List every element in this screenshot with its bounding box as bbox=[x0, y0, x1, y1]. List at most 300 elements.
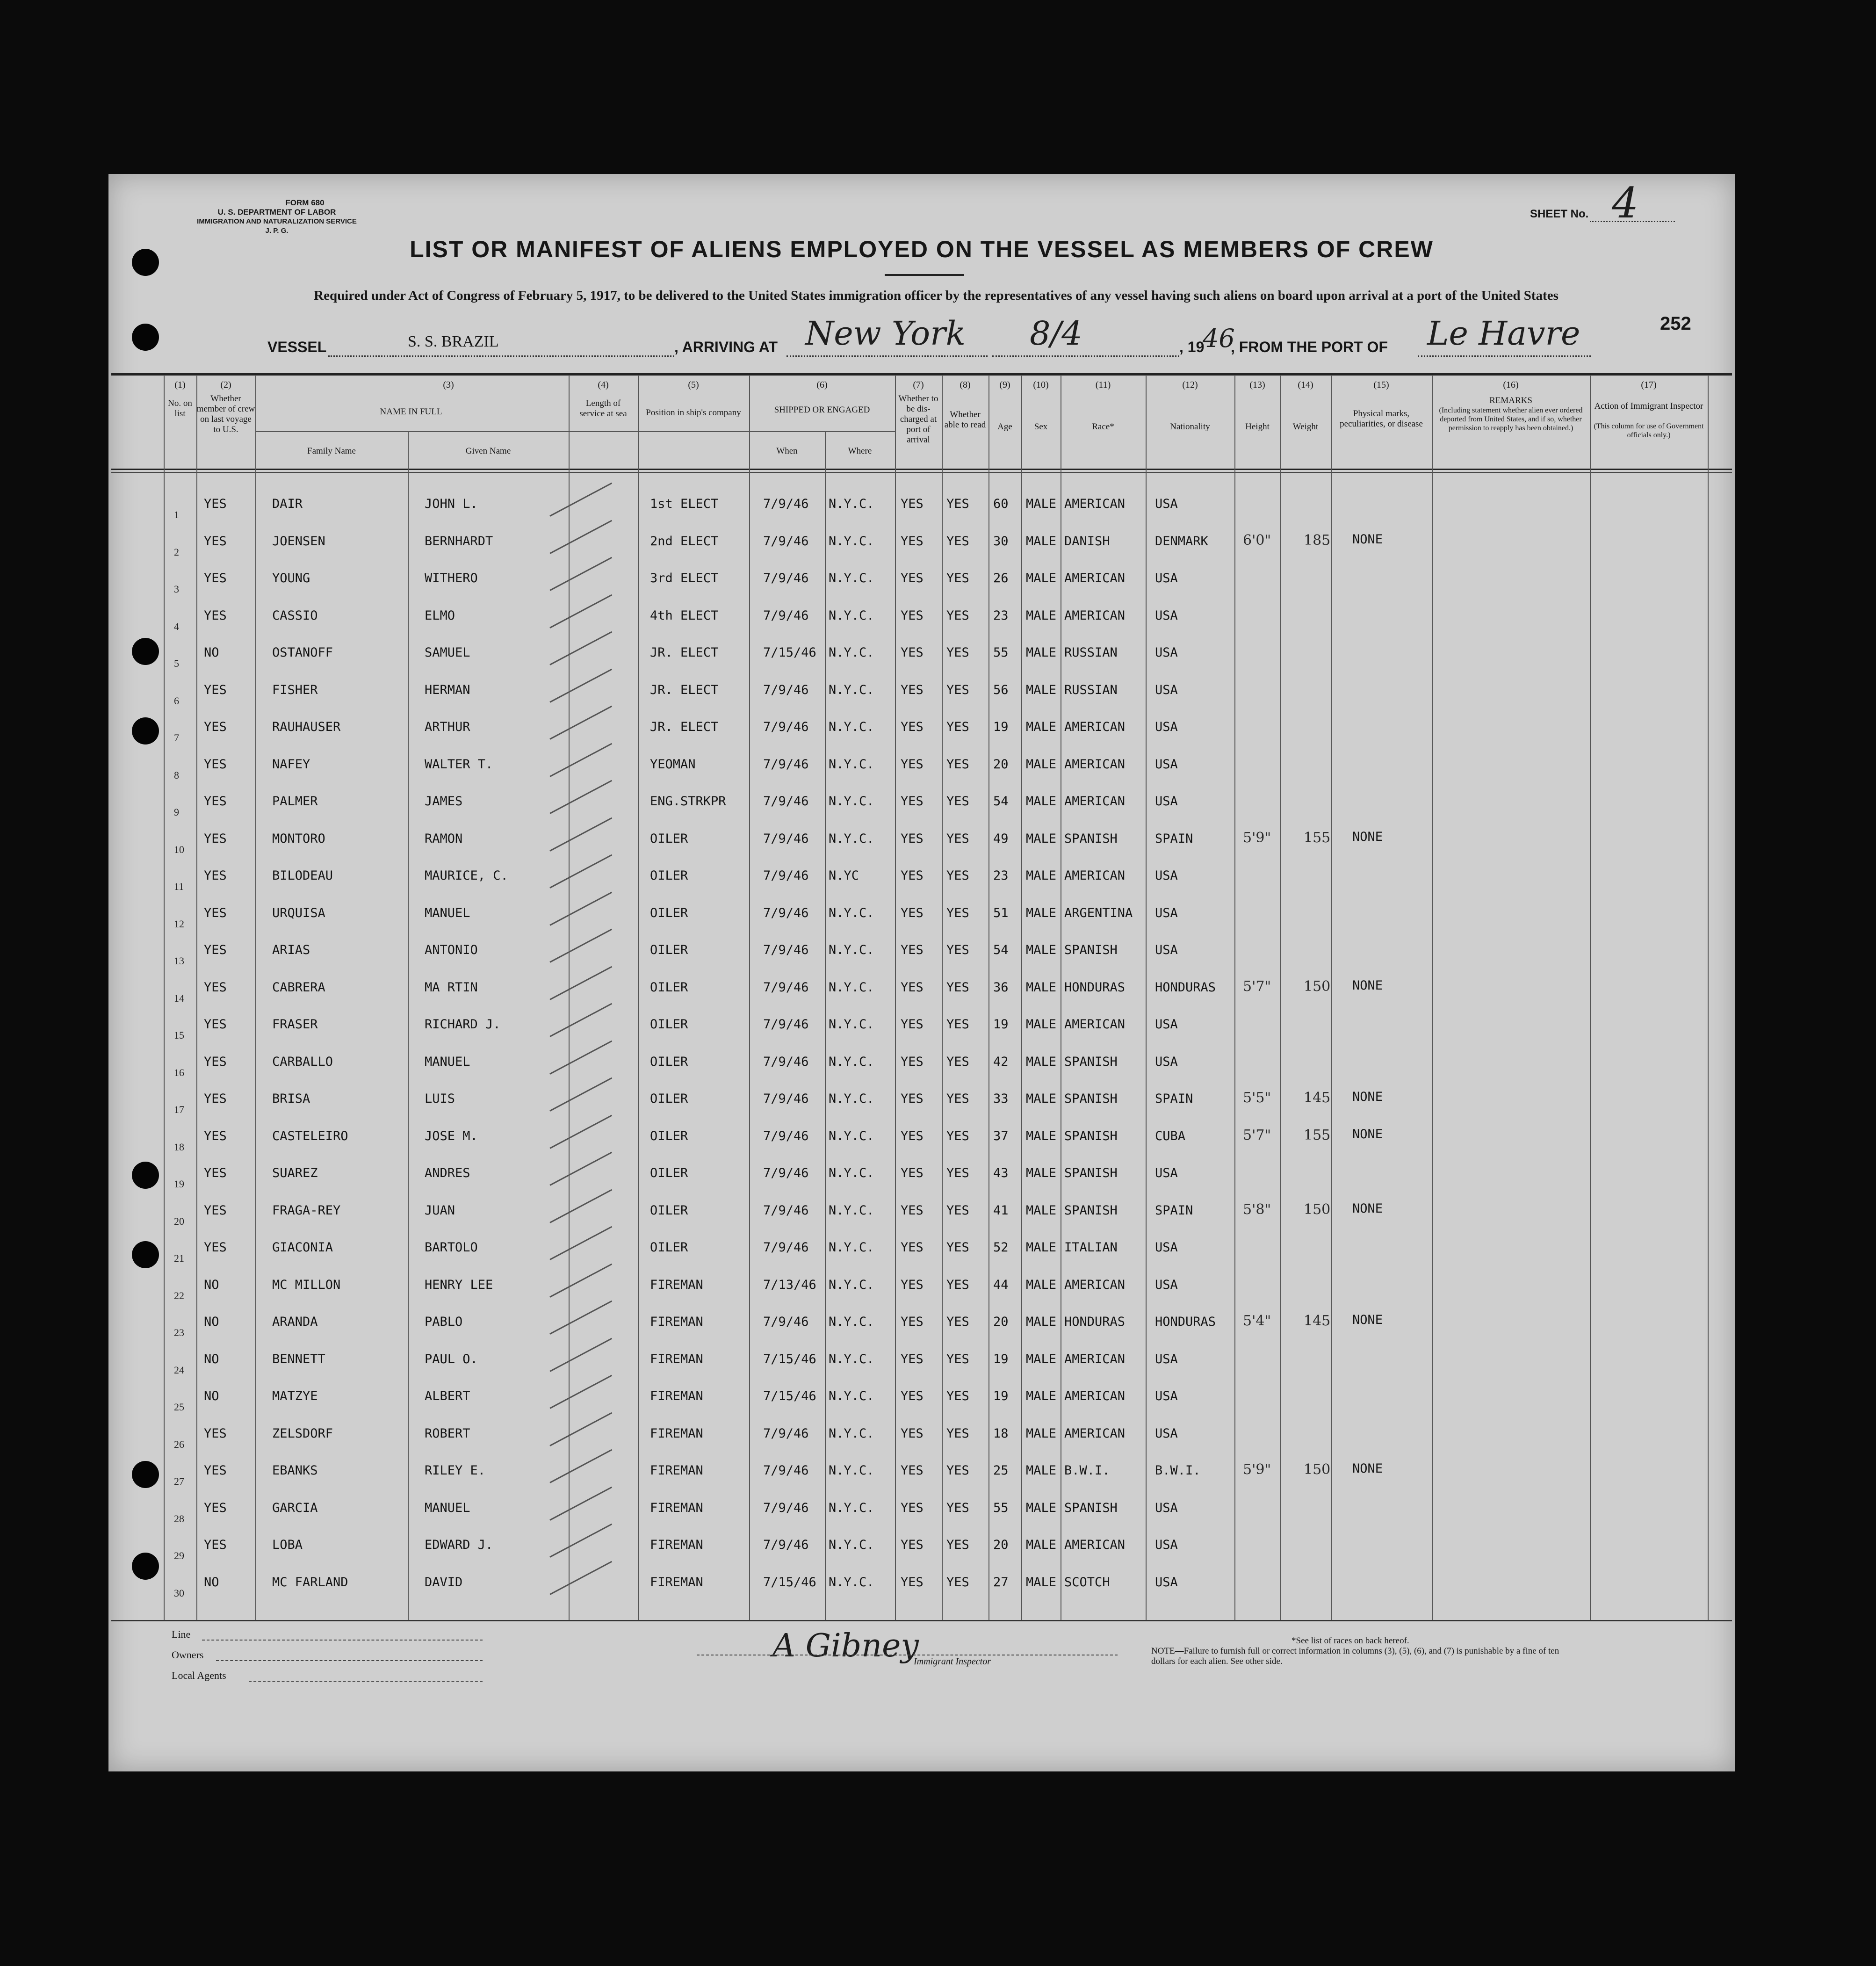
crew-where: N.Y.C. bbox=[829, 720, 874, 734]
crew-read: YES bbox=[946, 497, 969, 511]
crew-age: 51 bbox=[993, 905, 1009, 920]
crew-crew: YES bbox=[204, 682, 227, 697]
crew-when: 7/9/46 bbox=[763, 831, 809, 846]
crew-race: SPANISH bbox=[1064, 1166, 1118, 1180]
crew-where: N.Y.C. bbox=[829, 1575, 874, 1590]
crew-discharged: YES bbox=[901, 608, 924, 623]
crew-position: YEOMAN bbox=[650, 757, 696, 772]
column-header-nationality: Nationality bbox=[1170, 422, 1210, 432]
crew-position: FIREMAN bbox=[650, 1352, 703, 1366]
line-number: 5 bbox=[174, 658, 179, 669]
crew-where: N.Y.C. bbox=[829, 1315, 874, 1329]
crew-position: FIREMAN bbox=[650, 1538, 703, 1552]
crew-position: JR. ELECT bbox=[650, 720, 719, 734]
crew-weight: 145 bbox=[1304, 1090, 1331, 1106]
crew-given: JOSE M. bbox=[425, 1128, 478, 1143]
year-suffix: 46 bbox=[1203, 324, 1235, 353]
crew-race: AMERICAN bbox=[1064, 1389, 1126, 1403]
service-tick-mark bbox=[549, 743, 612, 777]
title-underline bbox=[885, 274, 964, 276]
vessel-label: VESSEL bbox=[267, 339, 327, 355]
crew-race: AMERICAN bbox=[1064, 1352, 1126, 1366]
crew-crew: YES bbox=[204, 1538, 227, 1552]
table-top-rule bbox=[111, 373, 1732, 376]
crew-sex: MALE bbox=[1026, 1575, 1057, 1590]
service-tick-mark bbox=[549, 668, 612, 702]
crew-crew: YES bbox=[204, 571, 227, 585]
crew-sex: MALE bbox=[1026, 1166, 1057, 1180]
crew-sex: MALE bbox=[1026, 1054, 1057, 1069]
crew-position: 2nd ELECT bbox=[650, 534, 719, 549]
crew-given: EDWARD J. bbox=[425, 1538, 493, 1552]
crew-given: ROBERT bbox=[425, 1426, 470, 1441]
crew-read: YES bbox=[946, 1315, 969, 1329]
column-number: (17) bbox=[1641, 380, 1657, 390]
name-subhead-rule bbox=[255, 431, 749, 432]
from-port-label: , FROM THE PORT OF bbox=[1231, 339, 1388, 355]
column-number: (9) bbox=[999, 380, 1010, 390]
crew-given: BARTOLO bbox=[425, 1240, 478, 1255]
crew-age: 30 bbox=[993, 534, 1009, 549]
crew-position: OILER bbox=[650, 1017, 688, 1032]
line-number: 13 bbox=[174, 955, 184, 967]
crew-age: 19 bbox=[993, 720, 1009, 734]
crew-where: N.Y.C. bbox=[829, 1240, 874, 1255]
crew-given: JAMES bbox=[425, 794, 463, 809]
crew-given: MAURICE, C. bbox=[425, 868, 508, 883]
crew-nationality: SPAIN bbox=[1155, 831, 1193, 846]
crew-discharged: YES bbox=[901, 682, 924, 697]
crew-age: 36 bbox=[993, 980, 1009, 995]
printer-code: J. P. G. bbox=[265, 227, 289, 235]
crew-read: YES bbox=[946, 1352, 969, 1366]
service-tick-mark bbox=[549, 966, 612, 1000]
crew-marks: NONE bbox=[1352, 829, 1383, 844]
crew-when: 7/9/46 bbox=[763, 1017, 809, 1032]
line-number: 8 bbox=[174, 769, 179, 781]
arriving-label: , ARRIVING AT bbox=[674, 339, 778, 355]
crew-position: OILER bbox=[650, 1166, 688, 1180]
crew-position: OILER bbox=[650, 943, 688, 957]
crew-age: 54 bbox=[993, 943, 1009, 957]
crew-when: 7/9/46 bbox=[763, 497, 809, 511]
service-tick-mark bbox=[549, 594, 612, 628]
crew-nationality: SPAIN bbox=[1155, 1203, 1193, 1218]
crew-race: ITALIAN bbox=[1064, 1240, 1118, 1255]
crew-position: FIREMAN bbox=[650, 1389, 703, 1403]
crew-discharged: YES bbox=[901, 1463, 924, 1478]
crew-when: 7/9/46 bbox=[763, 943, 809, 957]
column-divider bbox=[1331, 375, 1332, 1620]
crew-race: B.W.I. bbox=[1064, 1463, 1110, 1478]
crew-race: SPANISH bbox=[1064, 1091, 1118, 1106]
crew-where: N.Y.C. bbox=[829, 1538, 874, 1552]
line-number: 23 bbox=[174, 1327, 184, 1338]
sheet-number: 4 bbox=[1612, 179, 1639, 228]
column-divider bbox=[942, 375, 943, 1620]
crew-when: 7/9/46 bbox=[763, 534, 809, 549]
crew-given: HENRY LEE bbox=[425, 1277, 493, 1292]
crew-family: ARANDA bbox=[272, 1315, 318, 1329]
crew-given: DAVID bbox=[425, 1575, 463, 1590]
line-number: 21 bbox=[174, 1252, 184, 1264]
crew-discharged: YES bbox=[901, 497, 924, 511]
crew-nationality: USA bbox=[1155, 943, 1178, 957]
crew-position: JR. ELECT bbox=[650, 645, 719, 660]
punch-hole bbox=[132, 1162, 159, 1189]
crew-marks: NONE bbox=[1352, 1201, 1383, 1216]
crew-discharged: YES bbox=[901, 1352, 924, 1366]
crew-when: 7/15/46 bbox=[763, 1352, 816, 1366]
crew-crew: YES bbox=[204, 905, 227, 920]
crew-crew: NO bbox=[204, 645, 219, 660]
column-divider bbox=[1021, 375, 1022, 1620]
crew-discharged: YES bbox=[901, 571, 924, 585]
crew-age: 19 bbox=[993, 1389, 1009, 1403]
crew-race: AMERICAN bbox=[1064, 497, 1126, 511]
service-tick-mark bbox=[549, 780, 612, 814]
crew-position: OILER bbox=[650, 831, 688, 846]
crew-sex: MALE bbox=[1026, 1500, 1057, 1515]
crew-family: YOUNG bbox=[272, 571, 310, 585]
column-divider bbox=[569, 375, 570, 1620]
crew-discharged: YES bbox=[901, 868, 924, 883]
crew-weight: 150 bbox=[1304, 1461, 1331, 1478]
crew-discharged: YES bbox=[901, 1128, 924, 1143]
service-tick-mark bbox=[549, 1189, 612, 1223]
crew-when: 7/9/46 bbox=[763, 1500, 809, 1515]
crew-age: 19 bbox=[993, 1352, 1009, 1366]
crew-sex: MALE bbox=[1026, 534, 1057, 549]
statutory-notice: Required under Act of Congress of February 5, 1917, to be delivered to the United States immigration officer by the representatives of any vessel having such aliens on board upon arrival at a port of the United States bbox=[314, 288, 1559, 303]
crew-discharged: YES bbox=[901, 1538, 924, 1552]
crew-discharged: YES bbox=[901, 1203, 924, 1218]
crew-read: YES bbox=[946, 682, 969, 697]
crew-family: FRASER bbox=[272, 1017, 318, 1032]
from-port: Le Havre bbox=[1427, 314, 1580, 353]
crew-where: N.Y.C. bbox=[829, 980, 874, 995]
crew-family: ARIAS bbox=[272, 943, 310, 957]
crew-family: NAFEY bbox=[272, 757, 310, 772]
crew-read: YES bbox=[946, 1277, 969, 1292]
crew-crew: YES bbox=[204, 1463, 227, 1478]
crew-given: BERNHARDT bbox=[425, 534, 493, 549]
column-header-age: Age bbox=[997, 422, 1012, 432]
crew-nationality: HONDURAS bbox=[1155, 980, 1216, 995]
crew-marks: NONE bbox=[1352, 532, 1383, 547]
crew-sex: MALE bbox=[1026, 1426, 1057, 1441]
crew-marks: NONE bbox=[1352, 1090, 1383, 1104]
crew-nationality: HONDURAS bbox=[1155, 1315, 1216, 1329]
crew-marks: NONE bbox=[1352, 1461, 1383, 1476]
crew-read: YES bbox=[946, 1128, 969, 1143]
crew-age: 20 bbox=[993, 757, 1009, 772]
crew-position: OILER bbox=[650, 1128, 688, 1143]
column-header-remarks: REMARKS bbox=[1489, 396, 1532, 405]
crew-given: JUAN bbox=[425, 1203, 455, 1218]
crew-crew: YES bbox=[204, 1091, 227, 1106]
crew-race: HONDURAS bbox=[1064, 1315, 1126, 1329]
crew-family: JOENSEN bbox=[272, 534, 325, 549]
crew-when: 7/15/46 bbox=[763, 645, 816, 660]
crew-when: 7/9/46 bbox=[763, 1463, 809, 1478]
column-header-read: Whether able to read bbox=[944, 410, 986, 430]
crew-nationality: USA bbox=[1155, 720, 1178, 734]
crew-given: WALTER T. bbox=[425, 757, 493, 772]
crew-given: RAMON bbox=[425, 831, 463, 846]
crew-height: 5'7" bbox=[1243, 1127, 1271, 1143]
crew-where: N.Y.C. bbox=[829, 757, 874, 772]
line-number: 19 bbox=[174, 1178, 184, 1190]
crew-race: AMERICAN bbox=[1064, 757, 1126, 772]
punch-hole bbox=[132, 1461, 159, 1488]
line-number: 1 bbox=[174, 509, 179, 520]
crew-age: 37 bbox=[993, 1128, 1009, 1143]
column-number: (2) bbox=[220, 380, 231, 390]
crew-crew: YES bbox=[204, 1017, 227, 1032]
crew-nationality: USA bbox=[1155, 905, 1178, 920]
line-number: 11 bbox=[174, 881, 184, 892]
crew-family: LOBA bbox=[272, 1538, 303, 1552]
crew-family: GARCIA bbox=[272, 1500, 318, 1515]
crew-age: 25 bbox=[993, 1463, 1009, 1478]
crew-when: 7/9/46 bbox=[763, 682, 809, 697]
crew-sex: MALE bbox=[1026, 980, 1057, 995]
crew-discharged: YES bbox=[901, 1575, 924, 1590]
crew-marks: NONE bbox=[1352, 1313, 1383, 1327]
crew-when: 7/9/46 bbox=[763, 1166, 809, 1180]
column-header-inspector: Action of Immigrant Inspector bbox=[1594, 401, 1703, 411]
column-divider bbox=[638, 375, 639, 1620]
crew-family: CARBALLO bbox=[272, 1054, 333, 1069]
crew-height: 5'8" bbox=[1243, 1201, 1271, 1218]
service-tick-mark bbox=[549, 631, 612, 665]
crew-family: OSTANOFF bbox=[272, 645, 333, 660]
crew-position: OILER bbox=[650, 1054, 688, 1069]
line-number: 4 bbox=[174, 620, 179, 632]
crew-crew: NO bbox=[204, 1575, 219, 1590]
crew-when: 7/9/46 bbox=[763, 1538, 809, 1552]
crew-crew: NO bbox=[204, 1389, 219, 1403]
crew-given: ARTHUR bbox=[425, 720, 470, 734]
line-number: 17 bbox=[174, 1104, 184, 1115]
crew-age: 27 bbox=[993, 1575, 1009, 1590]
crew-crew: YES bbox=[204, 757, 227, 772]
crew-given: HERMAN bbox=[425, 682, 470, 697]
crew-where: N.Y.C. bbox=[829, 1091, 874, 1106]
column-header-no: No. on list bbox=[168, 398, 192, 419]
line-number: 28 bbox=[174, 1512, 184, 1525]
line-number: 20 bbox=[174, 1215, 184, 1227]
crew-crew: YES bbox=[204, 868, 227, 883]
crew-weight: 150 bbox=[1304, 978, 1331, 995]
column-divider bbox=[196, 375, 197, 1620]
crew-nationality: USA bbox=[1155, 645, 1178, 660]
shipped-subhead-rule bbox=[749, 431, 895, 432]
crew-discharged: YES bbox=[901, 943, 924, 957]
line-number: 22 bbox=[174, 1289, 184, 1301]
crew-race: HONDURAS bbox=[1064, 980, 1126, 995]
crew-height: 5'9" bbox=[1243, 829, 1271, 846]
crew-crew: NO bbox=[204, 1277, 219, 1292]
column-header-marks: Physical marks, peculiarities, or disease bbox=[1340, 409, 1423, 429]
crew-read: YES bbox=[946, 1538, 969, 1552]
crew-read: YES bbox=[946, 1166, 969, 1180]
crew-height: 6'0" bbox=[1243, 532, 1271, 549]
column-divider bbox=[895, 375, 896, 1620]
crew-discharged: YES bbox=[901, 1091, 924, 1106]
crew-weight: 155 bbox=[1304, 829, 1331, 846]
crew-crew: YES bbox=[204, 1054, 227, 1069]
crew-where: N.Y.C. bbox=[829, 1054, 874, 1069]
crew-crew: YES bbox=[204, 1203, 227, 1218]
crew-read: YES bbox=[946, 905, 969, 920]
crew-read: YES bbox=[946, 1463, 969, 1478]
crew-position: OILER bbox=[650, 868, 688, 883]
crew-sex: MALE bbox=[1026, 608, 1057, 623]
crew-when: 7/15/46 bbox=[763, 1389, 816, 1403]
crew-race: SPANISH bbox=[1064, 1500, 1118, 1515]
arriving-port: New York bbox=[805, 314, 966, 353]
column-number: (1) bbox=[174, 380, 186, 390]
crew-sex: MALE bbox=[1026, 1091, 1057, 1106]
column-divider bbox=[255, 375, 256, 1620]
crew-where: N.Y.C. bbox=[829, 1017, 874, 1032]
column-divider bbox=[825, 432, 826, 1620]
crew-sex: MALE bbox=[1026, 757, 1057, 772]
crew-position: OILER bbox=[650, 1203, 688, 1218]
crew-height: 5'7" bbox=[1243, 978, 1271, 995]
crew-race: AMERICAN bbox=[1064, 1277, 1126, 1292]
crew-where: N.Y.C. bbox=[829, 682, 874, 697]
crew-crew: YES bbox=[204, 608, 227, 623]
line-number: 3 bbox=[174, 583, 179, 595]
crew-when: 7/9/46 bbox=[763, 757, 809, 772]
crew-nationality: USA bbox=[1155, 497, 1178, 511]
crew-age: 43 bbox=[993, 1166, 1009, 1180]
crew-discharged: YES bbox=[901, 1240, 924, 1255]
service-tick-mark bbox=[549, 1524, 612, 1558]
footer-owners-rule bbox=[216, 1660, 483, 1661]
crew-nationality: USA bbox=[1155, 1054, 1178, 1069]
crew-family: BILODEAU bbox=[272, 868, 333, 883]
crew-when: 7/9/46 bbox=[763, 1203, 809, 1218]
table-bottom-rule bbox=[111, 1620, 1732, 1621]
crew-where: N.Y.C. bbox=[829, 1277, 874, 1292]
service-tick-mark bbox=[549, 1301, 612, 1335]
crew-age: 52 bbox=[993, 1240, 1009, 1255]
footer-line-rule bbox=[202, 1640, 483, 1641]
crew-where: N.Y.C. bbox=[829, 571, 874, 585]
service-tick-mark bbox=[549, 706, 612, 740]
crew-sex: MALE bbox=[1026, 1017, 1057, 1032]
crew-position: 1st ELECT bbox=[650, 497, 719, 511]
crew-discharged: YES bbox=[901, 645, 924, 660]
crew-family: GIACONIA bbox=[272, 1240, 333, 1255]
crew-when: 7/9/46 bbox=[763, 1240, 809, 1255]
crew-sex: MALE bbox=[1026, 1389, 1057, 1403]
crew-crew: NO bbox=[204, 1352, 219, 1366]
line-number: 27 bbox=[174, 1475, 184, 1487]
crew-read: YES bbox=[946, 1091, 969, 1106]
subhead-when: When bbox=[776, 446, 798, 456]
crew-age: 54 bbox=[993, 794, 1009, 809]
service-tick-mark bbox=[549, 1561, 612, 1595]
department: U. S. DEPARTMENT OF LABOR bbox=[217, 208, 336, 217]
column-number: (15) bbox=[1373, 380, 1389, 390]
column-divider bbox=[1234, 375, 1235, 1620]
crew-discharged: YES bbox=[901, 794, 924, 809]
crew-crew: YES bbox=[204, 794, 227, 809]
year-prefix: , 19 bbox=[1179, 339, 1205, 355]
crew-when: 7/9/46 bbox=[763, 868, 809, 883]
crew-discharged: YES bbox=[901, 1277, 924, 1292]
crew-given: RILEY E. bbox=[425, 1463, 486, 1478]
crew-age: 49 bbox=[993, 831, 1009, 846]
line-number: 7 bbox=[174, 732, 179, 744]
crew-crew: YES bbox=[204, 943, 227, 957]
column-header-sex: Sex bbox=[1034, 422, 1048, 432]
crew-where: N.Y.C. bbox=[829, 943, 874, 957]
crew-crew: YES bbox=[204, 1166, 227, 1180]
column-header-height: Height bbox=[1245, 422, 1270, 432]
footer-owners-label: Owners bbox=[172, 1649, 204, 1661]
crew-nationality: USA bbox=[1155, 1500, 1178, 1515]
column-header-weight: Weight bbox=[1292, 422, 1319, 432]
crew-discharged: YES bbox=[901, 1166, 924, 1180]
service: IMMIGRATION AND NATURALIZATION SERVICE bbox=[197, 217, 357, 225]
column-number: (12) bbox=[1182, 380, 1198, 390]
crew-nationality: USA bbox=[1155, 1017, 1178, 1032]
crew-race: AMERICAN bbox=[1064, 1426, 1126, 1441]
crew-when: 7/9/46 bbox=[763, 1128, 809, 1143]
crew-family: DAIR bbox=[272, 497, 303, 511]
crew-position: OILER bbox=[650, 1091, 688, 1106]
crew-discharged: YES bbox=[901, 1315, 924, 1329]
crew-crew: NO bbox=[204, 1315, 219, 1329]
footer-agents-label: Local Agents bbox=[172, 1670, 226, 1681]
crew-read: YES bbox=[946, 1054, 969, 1069]
crew-nationality: DENMARK bbox=[1155, 534, 1208, 549]
inspector-signature: A Gibney bbox=[772, 1627, 919, 1664]
line-number: 14 bbox=[174, 992, 184, 1004]
crew-read: YES bbox=[946, 571, 969, 585]
crew-crew: YES bbox=[204, 980, 227, 995]
punch-hole bbox=[132, 324, 159, 351]
crew-where: N.Y.C. bbox=[829, 831, 874, 846]
vessel-name: S. S. BRAZIL bbox=[408, 333, 499, 350]
crew-position: FIREMAN bbox=[650, 1315, 703, 1329]
crew-sex: MALE bbox=[1026, 1463, 1057, 1478]
service-tick-mark bbox=[549, 817, 612, 851]
crew-read: YES bbox=[946, 868, 969, 883]
crew-position: FIREMAN bbox=[650, 1463, 703, 1478]
service-tick-mark bbox=[549, 1152, 612, 1186]
column-number: (3) bbox=[443, 380, 454, 390]
crew-family: MC MILLON bbox=[272, 1277, 341, 1292]
crew-discharged: YES bbox=[901, 757, 924, 772]
crew-age: 23 bbox=[993, 608, 1009, 623]
column-header-race: Race* bbox=[1092, 422, 1114, 432]
crew-position: 4th ELECT bbox=[650, 608, 719, 623]
header-bottom-rule bbox=[111, 469, 1732, 470]
service-tick-mark bbox=[549, 1077, 612, 1112]
crew-read: YES bbox=[946, 645, 969, 660]
vessel-name-line bbox=[328, 355, 674, 357]
column-number: (11) bbox=[1095, 380, 1111, 390]
service-tick-mark bbox=[549, 854, 612, 889]
line-number: 30 bbox=[174, 1587, 184, 1599]
